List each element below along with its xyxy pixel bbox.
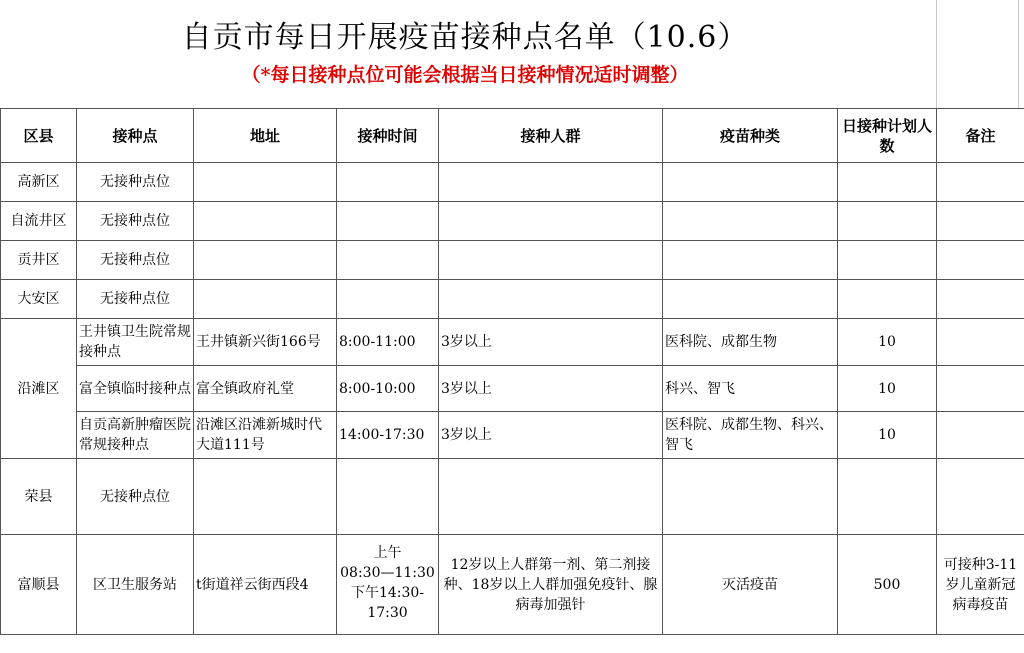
site-cell: 无接种点位 (77, 202, 194, 241)
empty-cell (937, 459, 1024, 535)
time-cell-content (339, 536, 436, 632)
col-header-count: 日接种计划人数 (838, 109, 937, 163)
site-cell: 王井镇卫生院常规接种点 (77, 319, 194, 366)
group-cell: 3岁以上 (439, 412, 663, 459)
group-cell: 3岁以上 (439, 366, 663, 412)
district-cell: 大安区 (1, 280, 77, 319)
time-cell: 14:00-17:30 (337, 412, 439, 459)
empty-cell (838, 459, 937, 535)
col-header-district: 区县 (1, 109, 77, 163)
table-row (1, 535, 1024, 635)
district-cell: 贡井区 (1, 241, 77, 280)
site-cell: 无接种点位 (77, 163, 194, 202)
site-cell: 富全镇临时接种点 (77, 366, 194, 412)
empty-cell (439, 202, 663, 241)
time-cell: 8:00-11:00 (337, 319, 439, 366)
table-row (1, 319, 1024, 366)
district-cell: 自流井区 (1, 202, 77, 241)
page-title: 自贡市每日开展疫苗接种点名单（10.6） (181, 20, 749, 55)
district-cell: 沿滩区 (1, 319, 77, 459)
empty-cell (194, 241, 337, 280)
gridline (936, 0, 937, 108)
col-header-vaccine: 疫苗种类 (663, 109, 838, 163)
empty-cell (937, 366, 1024, 412)
table-row (1, 366, 1024, 412)
site-cell: 区卫生服务站 (77, 535, 194, 635)
empty-cell (937, 163, 1024, 202)
empty-cell (937, 241, 1024, 280)
vaccine-cell: 灭活疫苗 (663, 535, 838, 635)
empty-cell (663, 163, 838, 202)
vaccine-cell: 科兴、智飞 (663, 366, 838, 412)
site-cell: 无接种点位 (77, 241, 194, 280)
vaccine-cell: 医科院、成都生物 (663, 319, 838, 366)
site-cell: 无接种点位 (77, 280, 194, 319)
header-row (1, 109, 1024, 163)
table-row (1, 163, 1024, 202)
time-cell (337, 535, 439, 635)
note-cell: 可接种3-11岁儿童新冠病毒疫苗 (937, 535, 1024, 635)
empty-cell (337, 280, 439, 319)
address-cell: 沿滩区沿滩新城时代大道111号 (194, 412, 337, 459)
table-row (1, 280, 1024, 319)
empty-cell (439, 163, 663, 202)
col-header-site: 接种点 (77, 109, 194, 163)
page-subtitle: （*每日接种点位可能会根据当日接种情况适时调整） (241, 64, 689, 86)
empty-cell (838, 202, 937, 241)
empty-cell (194, 280, 337, 319)
table-row (1, 412, 1024, 459)
count-cell: 10 (838, 366, 937, 412)
empty-cell (337, 163, 439, 202)
address-cell: 王井镇新兴街166号 (194, 319, 337, 366)
empty-cell (194, 202, 337, 241)
group-cell: 12岁以上人群第一剂、第二剂接种、18岁以上人群加强免疫针、腺病毒加强针 (439, 535, 663, 635)
empty-cell (337, 459, 439, 535)
district-cell: 高新区 (1, 163, 77, 202)
empty-cell (937, 280, 1024, 319)
site-cell: 自贡高新肿瘤医院常规接种点 (77, 412, 194, 459)
empty-cell (937, 202, 1024, 241)
empty-cell (937, 319, 1024, 366)
empty-cell (663, 280, 838, 319)
empty-cell (439, 241, 663, 280)
address-cell: 富全镇政府礼堂 (194, 366, 337, 412)
col-header-time: 接种时间 (337, 109, 439, 163)
count-cell: 500 (838, 535, 937, 635)
vaccination-table (0, 108, 1024, 635)
empty-cell (937, 412, 1024, 459)
empty-cell (439, 280, 663, 319)
district-cell: 荣县 (1, 459, 77, 535)
count-cell: 10 (838, 319, 937, 366)
count-cell: 10 (838, 412, 937, 459)
district-cell: 富顺县 (1, 535, 77, 635)
empty-cell (194, 163, 337, 202)
time-cell: 8:00-10:00 (337, 366, 439, 412)
table-row (1, 459, 1024, 535)
site-cell: 无接种点位 (77, 459, 194, 535)
address-cell: t街道祥云街西段4 (194, 535, 337, 635)
empty-cell (439, 459, 663, 535)
empty-cell (838, 241, 937, 280)
gridline (1018, 0, 1019, 108)
empty-cell (337, 202, 439, 241)
empty-cell (194, 459, 337, 535)
empty-cell (337, 241, 439, 280)
empty-cell (838, 280, 937, 319)
empty-cell (663, 459, 838, 535)
group-cell: 3岁以上 (439, 319, 663, 366)
time-cell-clip (339, 536, 436, 634)
col-header-note: 备注 (937, 109, 1024, 163)
time-pm: 下午14:30-17:30 (350, 584, 425, 621)
empty-cell (663, 241, 838, 280)
vaccine-cell: 医科院、成都生物、科兴、智飞 (663, 412, 838, 459)
table-row (1, 202, 1024, 241)
empty-cell (838, 163, 937, 202)
col-header-group: 接种人群 (439, 109, 663, 163)
col-header-address: 地址 (194, 109, 337, 163)
table-row (1, 241, 1024, 280)
time-am: 08:30—11:30 (340, 564, 435, 581)
empty-cell (663, 202, 838, 241)
time-am-label: 上午 (373, 544, 402, 561)
